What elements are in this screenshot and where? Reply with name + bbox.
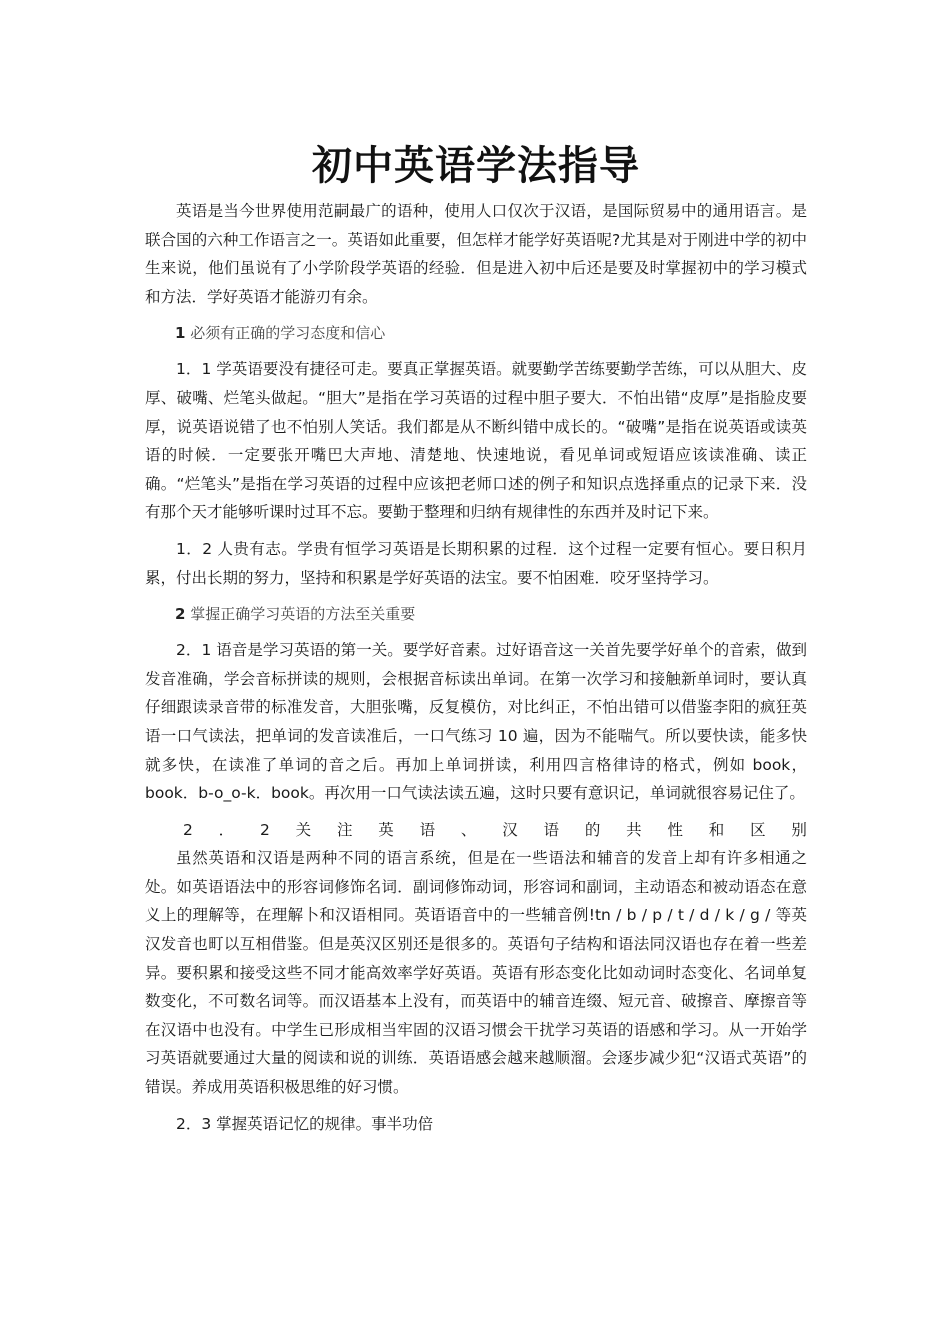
section-2-2-char: 语 (543, 820, 560, 839)
section-2-2-char: 区 (750, 820, 766, 839)
section-2-2-char: 别 (791, 820, 807, 839)
section-2-heading (145, 600, 807, 628)
section-2-2-char: 2 (259, 820, 270, 839)
section-1-1-paragraph: 1．1 学英语要没有捷径可走。要真正掌握英语。就要勤学苦练要勤学苦练，可以从胆大、皮厚、破嘴、烂笔头做起。“胆大”是指在学习英语的过程中胆子要大．不怕出错“皮厚”是指脸皮要厚，说英语说错了也不怕别人笑话。我们都是从不断纠错中成长的。“破嘴”是指在说英语或读英语的时候．一定要张开嘴巴大声地、清楚地、快速地说，看见单词或短语应该读准确、读正确。“烂笔头”是指在学习英语的过程中应该把老师口述的例子和知识点选择重点的记录下来．没有那个天才能够听课时过耳不忘。要勤于整理和归纳有规律性的东西并及时记下来。 (145, 360, 807, 522)
section-2-2-char: ． (218, 820, 235, 839)
section-2-2-char: 性 (667, 820, 683, 839)
section-2-2-char: 汉 (502, 820, 518, 839)
section-2-2-char: 语 (419, 820, 436, 839)
section-2-2-char: 英 (378, 820, 394, 839)
document-title: 初中英语学法指导 (312, 142, 640, 189)
section-1-number: 1 (175, 324, 186, 343)
section-1-heading-text: 必须有正确的学习态度和信心 (190, 324, 386, 343)
section-2-2-heading (145, 816, 807, 845)
section-2-3-heading: 2．3 掌握英语记忆的规律。事半功倍 (176, 1114, 434, 1133)
section-2-2-char: 关 (295, 820, 312, 839)
section-1-2-paragraph: 1．2 人贵有志。学贵有恒学习英语是长期积累的过程．这个过程一定要有恒心。要日积月累，付出长期的努力，坚持和积累是学好英语的法宝。要不怕困难．咬牙坚持学习。 (145, 539, 807, 587)
section-2-2-char: 的 (584, 820, 601, 839)
section-2-2-paragraph: 虽然英语和汉语是两种不同的语言系统，但是在一些语法和辅音的发音上却有许多相通之处。如英语语法中的形容词修饰名词．副词修饰动词，形容词和副词，主动语态和被动语态在意义上的理解等，在理解卜和汉语相同。英语语音中的一些辅音例!tn / b / p / t / d / k / g / 等英汉发音也町以互相借鉴。但是英汉区别还是很多的。英语句子结构和语法同汉语也存在着一些差异。要积累和接受这些不同才能高效率学好英语。英语有形态变化比如动词时态变化、名词单复数变化，不可数名词等。而汉语基本上没有，而英语中的辅音连缀、短元音、破擦音、摩擦音等在汉语中也没有。中学生已形成相当牢固的汉语习惯会干扰学习英语的语感和学习。从一开始学习英语就要通过大量的阅读和说的训练．英语语感会越来越顺溜。会逐步减少犯“汉语式英语”的错误。养成用英语积极思维的好习惯。 (145, 849, 807, 1097)
intro-paragraph: 英语是当今世界使用范嗣最广的语种，使用人口仅次于汉语，是国际贸易中的通用语言。是联合国的六种工作语言之一。英语如此重要，但怎样才能学好英语呢?尤其是对于刚进中学的初中生来说，他们虽说有了小学阶段学英语的经验．但是进入初中后还是要及时掌握初中的学习模式和方法．学好英语才能游刃有余。 (145, 202, 807, 306)
section-1-heading (145, 319, 807, 347)
section-2-number: 2 (175, 605, 186, 624)
section-2-2-char: 和 (708, 820, 725, 839)
section-2-2-char: 2 (183, 820, 193, 839)
section-2-2-char: 、 (460, 820, 477, 839)
section-2-heading-text: 掌握正确学习英语的方法至关重要 (190, 605, 416, 624)
section-2-2-char: 注 (336, 820, 353, 839)
section-2-2-char: 共 (626, 820, 642, 839)
section-2-1-paragraph: 2．1 语音是学习英语的第一关。要学好音素。过好语音这一关首先要学好单个的音索，做到发音准确，学会音标拼读的规则，会根据音标读出单词。在第一次学习和接触新单词时，要认真仔细跟读录音带的标准发音，大胆张嘴，反复模仿，对比纠正，不怕出错可以借鉴李阳的疯狂英语一口气读法，把单词的发音读准后，一口气练习 10 遍，因为不能喘气。所以要快读，能多快就多快，在读准了单词的音之后。再加上单词拼读，利用四言格律诗的格式，例如 book，book．b-o_o-k．book。再次用一口气读法读五遍，这时只要有意识记，单词就很容易记住了。 (145, 641, 807, 803)
document-page (145, 128, 807, 1138)
